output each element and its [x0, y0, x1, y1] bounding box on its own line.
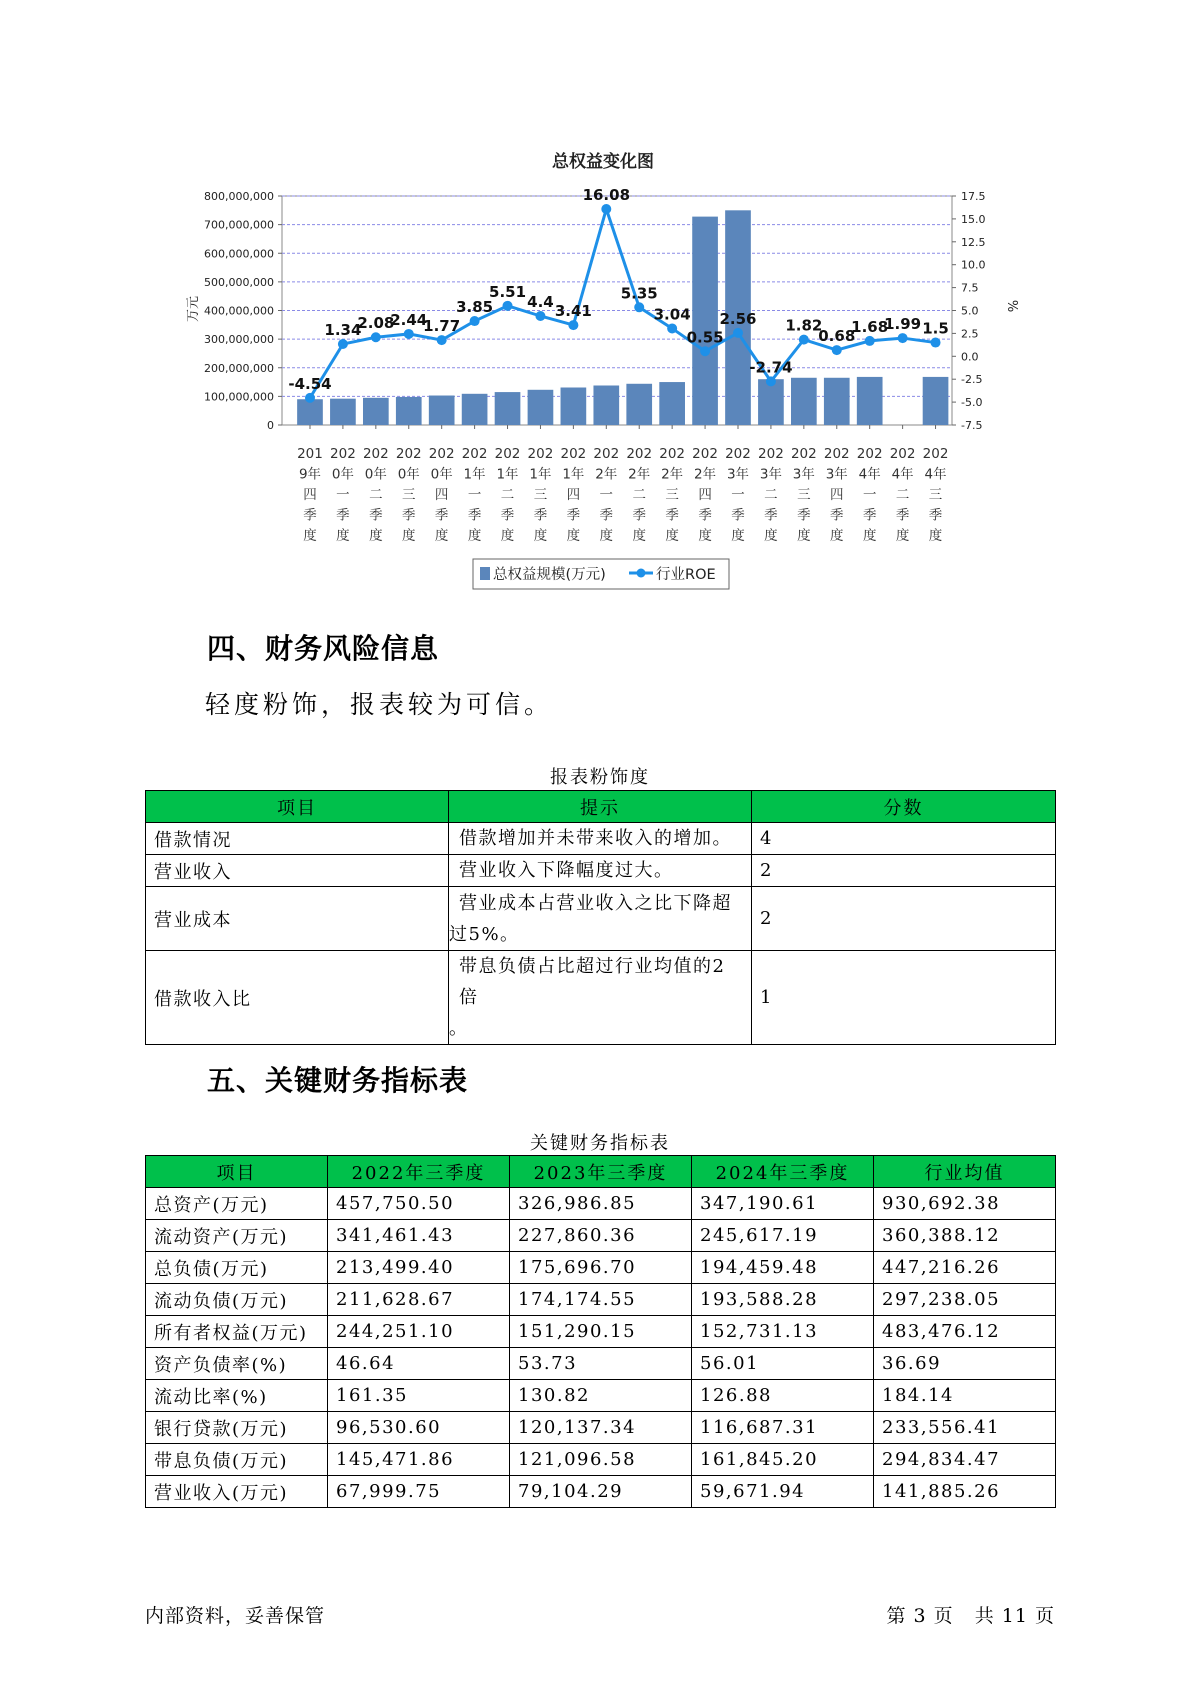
x-tick-label: 0年: [397, 466, 420, 483]
item-cell: 借款情况: [146, 823, 449, 855]
table-row: [146, 1476, 1056, 1508]
x-tick-label: 202: [593, 446, 620, 462]
value-cell: 161,845.20: [692, 1444, 874, 1476]
x-tick-label: 202: [527, 446, 554, 462]
roe-data-label: 2.08: [357, 314, 395, 333]
roe-point: [832, 345, 842, 355]
x-tick-label: 度: [764, 528, 778, 544]
item-cell: 所有者权益(万元): [146, 1316, 328, 1348]
x-tick-label: 度: [698, 528, 712, 544]
x-tick-label: 度: [862, 528, 877, 544]
roe-data-label: 5.51: [489, 282, 527, 301]
x-tick-label: 季: [895, 507, 910, 524]
table-row: [146, 823, 1056, 855]
x-tick-label: 4年: [924, 466, 947, 483]
roe-data-label: 0.68: [818, 327, 856, 346]
x-tick-label: 202: [428, 446, 455, 462]
table-row: [146, 951, 1056, 1045]
x-tick-label: 二: [500, 487, 515, 503]
x-tick-label: 9年: [298, 466, 322, 483]
bar: [659, 382, 685, 425]
column-header: 分数: [752, 791, 1056, 823]
y2-tick-label: 0.0: [961, 350, 979, 364]
table-row: [146, 855, 1056, 887]
x-tick-label: 季: [797, 507, 811, 524]
y2-tick-label: -2.5: [961, 373, 983, 387]
bar: [495, 392, 521, 425]
value-cell: 53.73: [510, 1348, 692, 1380]
y2-tick-label: 17.5: [961, 190, 986, 203]
bar: [462, 394, 488, 425]
value-cell: 326,986.85: [510, 1188, 692, 1220]
risk-table-caption: 报表粉饰度: [550, 767, 650, 788]
x-tick-label: 2年: [628, 466, 651, 483]
x-tick-label: 季: [500, 507, 515, 524]
score-cell: 2: [752, 855, 1056, 887]
x-tick-label: 度: [599, 528, 614, 544]
x-tick-label: 度: [303, 528, 317, 544]
x-tick-label: 202: [461, 446, 488, 462]
y-tick-label: 600,000,000: [204, 247, 274, 261]
x-tick-label: 度: [533, 528, 548, 544]
x-tick-label: 202: [395, 446, 422, 462]
roe-point: [437, 335, 447, 345]
x-tick-label: 202: [889, 446, 916, 462]
x-tick-label: 三: [797, 487, 811, 503]
item-cell: 流动比率(%): [146, 1380, 328, 1412]
y2-tick-label: 10.0: [961, 258, 986, 272]
x-tick-label: 3年: [759, 466, 782, 483]
x-tick-label: 四: [434, 487, 449, 503]
tip-cell: 营业成本占营业收入之比下降超 过5%。: [449, 887, 752, 951]
tip-cell: 带息负债占比超过行业均值的2倍 。: [449, 951, 752, 1045]
legend-bar-label: 总权益规模(万元): [493, 567, 606, 583]
table-row: [146, 1220, 1056, 1252]
y2-tick-label: 15.0: [961, 212, 986, 226]
x-tick-label: 季: [764, 507, 778, 524]
bar: [593, 385, 619, 425]
roe-point: [305, 393, 315, 403]
x-tick-label: 201: [297, 446, 323, 462]
y2-tick-label: 2.5: [961, 327, 979, 341]
roe-data-label: 1.82: [785, 316, 823, 335]
column-header: 2023年三季度: [510, 1156, 692, 1188]
x-tick-label: 202: [659, 446, 686, 462]
x-tick-label: 202: [856, 446, 883, 462]
kpi-table: [145, 1155, 1056, 1508]
y2-tick-label: -5.0: [961, 396, 983, 410]
value-cell: 56.01: [692, 1348, 874, 1380]
value-cell: 96,530.60: [328, 1412, 510, 1444]
value-cell: 174,174.55: [510, 1284, 692, 1316]
roe-point: [503, 301, 513, 311]
roe-point: [601, 204, 611, 214]
x-tick-label: 三: [533, 487, 548, 503]
value-cell: 59,671.94: [692, 1476, 874, 1508]
kpi-table-caption: 关键财务指标表: [530, 1133, 670, 1154]
x-tick-label: 202: [494, 446, 521, 462]
roe-data-label: 1.5: [922, 319, 949, 338]
item-cell: 借款收入比: [146, 951, 449, 1045]
y-axis-label: 万元: [186, 295, 201, 323]
score-cell: 4: [752, 823, 1056, 855]
value-cell: 227,860.36: [510, 1220, 692, 1252]
item-cell: 总资产(万元): [146, 1188, 328, 1220]
x-tick-label: 季: [434, 507, 449, 524]
x-tick-label: 度: [632, 528, 646, 544]
x-tick-label: 季: [303, 507, 317, 524]
roe-data-label: 1.68: [851, 317, 889, 336]
roe-point: [634, 302, 644, 312]
roe-data-label: 1.99: [884, 315, 922, 334]
bar: [791, 378, 817, 425]
bar: [297, 399, 323, 425]
x-tick-label: 一: [599, 487, 614, 503]
value-cell: 360,388.12: [874, 1220, 1056, 1252]
value-cell: 151,290.15: [510, 1316, 692, 1348]
x-tick-label: 季: [566, 507, 581, 524]
y2-axis-label: %: [1004, 299, 1019, 313]
value-cell: 193,588.28: [692, 1284, 874, 1316]
roe-data-label: 3.85: [456, 298, 494, 317]
y2-tick-label: 7.5: [961, 281, 979, 295]
x-tick-label: 季: [402, 507, 416, 524]
item-cell: 营业收入: [146, 855, 449, 887]
roe-point: [568, 320, 578, 330]
roe-point: [667, 323, 677, 333]
roe-point: [733, 328, 743, 338]
value-cell: 244,251.10: [328, 1316, 510, 1348]
value-cell: 175,696.70: [510, 1252, 692, 1284]
value-cell: 67,999.75: [328, 1476, 510, 1508]
x-tick-label: 0年: [331, 466, 354, 483]
x-tick-label: 一: [336, 487, 350, 503]
x-tick-label: 3年: [792, 466, 815, 483]
x-tick-label: 202: [330, 446, 356, 462]
roe-data-label: 16.08: [582, 186, 631, 205]
x-tick-label: 2年: [661, 466, 684, 483]
item-cell: 流动负债(万元): [146, 1284, 328, 1316]
x-tick-label: 202: [725, 446, 751, 462]
x-tick-label: 度: [402, 528, 416, 544]
x-tick-label: 二: [764, 487, 778, 503]
value-cell: 161.35: [328, 1380, 510, 1412]
x-tick-label: 202: [362, 446, 389, 462]
x-tick-label: 季: [731, 507, 745, 524]
table-row: [146, 1284, 1056, 1316]
x-tick-label: 一: [862, 487, 877, 503]
bar: [363, 398, 389, 425]
column-header: 提示: [449, 791, 752, 823]
x-tick-label: 季: [862, 507, 877, 524]
x-tick-label: 季: [665, 507, 679, 524]
x-tick-label: 202: [758, 446, 784, 462]
roe-point: [470, 316, 480, 326]
x-tick-label: 度: [928, 528, 943, 544]
item-cell: 带息负债(万元): [146, 1444, 328, 1476]
x-tick-label: 202: [922, 446, 949, 462]
value-cell: 126.88: [692, 1380, 874, 1412]
y-tick-label: 700,000,000: [204, 218, 274, 232]
value-cell: 457,750.50: [328, 1188, 510, 1220]
value-cell: 294,834.47: [874, 1444, 1056, 1476]
value-cell: 213,499.40: [328, 1252, 510, 1284]
x-tick-label: 度: [731, 528, 745, 544]
table-row: [146, 887, 1056, 951]
x-tick-label: 四: [303, 487, 317, 503]
y2-tick-label: -7.5: [961, 419, 983, 432]
x-tick-label: 1年: [562, 466, 585, 483]
x-tick-label: 度: [336, 528, 350, 544]
y-tick-label: 100,000,000: [204, 390, 274, 404]
x-tick-label: 度: [797, 528, 811, 544]
value-cell: 116,687.31: [692, 1412, 874, 1444]
roe-data-label: 0.55: [686, 328, 724, 347]
x-tick-label: 202: [560, 446, 587, 462]
risk-table: [145, 790, 1056, 1045]
roe-data-label: -2.74: [749, 358, 793, 377]
x-tick-label: 二: [369, 487, 383, 503]
x-tick-label: 202: [823, 446, 850, 462]
value-cell: 121,096.58: [510, 1444, 692, 1476]
x-tick-label: 3年: [825, 466, 848, 483]
section4-heading: 四、财务风险信息: [207, 632, 440, 665]
roe-data-label: 1.34: [324, 321, 362, 340]
bar: [692, 217, 718, 425]
x-tick-label: 二: [895, 487, 910, 503]
risk-summary: 轻度粉饰，报表较为可信。: [205, 690, 554, 719]
y-tick-label: 300,000,000: [204, 333, 274, 347]
y-tick-label: 0: [267, 419, 274, 432]
value-cell: 233,556.41: [874, 1412, 1056, 1444]
value-cell: 341,461.43: [328, 1220, 510, 1252]
item-cell: 流动资产(万元): [146, 1220, 328, 1252]
value-cell: 930,692.38: [874, 1188, 1056, 1220]
value-cell: 130.82: [510, 1380, 692, 1412]
x-tick-label: 度: [895, 528, 910, 544]
page-number: 第 3 页 共 11 页: [886, 1605, 1055, 1627]
x-tick-label: 度: [434, 528, 449, 544]
x-tick-label: 一: [731, 487, 745, 503]
x-tick-label: 季: [928, 507, 943, 524]
y-tick-label: 800,000,000: [204, 190, 274, 203]
y2-tick-label: 5.0: [961, 304, 979, 318]
x-tick-label: 202: [692, 446, 718, 462]
value-cell: 347,190.61: [692, 1188, 874, 1220]
roe-point: [371, 332, 381, 342]
footer-note: 内部资料，妥善保管: [145, 1605, 326, 1627]
roe-data-label: 3.04: [653, 305, 691, 324]
table-row: [146, 1380, 1056, 1412]
table-header-row: [146, 1156, 1056, 1188]
x-tick-label: 一: [467, 487, 482, 503]
x-tick-label: 度: [369, 528, 383, 544]
x-tick-label: 度: [830, 528, 844, 544]
value-cell: 152,731.13: [692, 1316, 874, 1348]
x-tick-label: 2年: [694, 466, 717, 483]
roe-point: [766, 376, 776, 386]
table-row: [146, 1188, 1056, 1220]
tip-cell: 借款增加并未带来收入的增加。: [449, 823, 752, 855]
column-header: 行业均值: [874, 1156, 1056, 1188]
x-tick-label: 季: [533, 507, 548, 524]
x-tick-label: 1年: [496, 466, 519, 483]
value-cell: 46.64: [328, 1348, 510, 1380]
value-cell: 447,216.26: [874, 1252, 1056, 1284]
x-tick-label: 2年: [595, 466, 618, 483]
roe-point: [898, 333, 908, 343]
score-cell: 1: [752, 951, 1056, 1045]
roe-data-label: 5.35: [620, 284, 658, 303]
column-header: 2022年三季度: [328, 1156, 510, 1188]
tip-cell: 营业收入下降幅度过大。: [449, 855, 752, 887]
legend-bar-swatch: [480, 567, 490, 580]
x-tick-label: 1年: [529, 466, 552, 483]
bar: [528, 390, 554, 425]
x-tick-label: 4年: [891, 466, 914, 483]
roe-data-label: 4.4: [527, 292, 554, 311]
x-tick-label: 3年: [726, 466, 750, 483]
x-tick-label: 季: [698, 507, 712, 524]
x-tick-label: 三: [402, 487, 416, 503]
table-row: [146, 1316, 1056, 1348]
x-tick-label: 度: [566, 528, 581, 544]
roe-point: [338, 339, 348, 349]
bar: [396, 397, 422, 425]
value-cell: 297,238.05: [874, 1284, 1056, 1316]
x-tick-label: 1年: [463, 466, 486, 483]
column-header: 项目: [146, 1156, 328, 1188]
x-tick-label: 三: [665, 487, 679, 503]
y-tick-label: 400,000,000: [204, 304, 274, 318]
roe-data-label: 2.56: [719, 309, 757, 328]
x-tick-label: 季: [467, 507, 482, 524]
y-tick-label: 500,000,000: [204, 275, 274, 289]
x-tick-label: 4年: [858, 466, 881, 483]
equity-change-chart: [0, 0, 1191, 600]
x-tick-label: 四: [698, 487, 712, 503]
bar: [824, 378, 850, 425]
value-cell: 79,104.29: [510, 1476, 692, 1508]
roe-point: [865, 336, 875, 346]
value-cell: 36.69: [874, 1348, 1056, 1380]
column-header: 2024年三季度: [692, 1156, 874, 1188]
legend-line-marker: [637, 569, 646, 578]
table-header-row: [146, 791, 1056, 823]
item-cell: 总负债(万元): [146, 1252, 328, 1284]
roe-data-label: -4.54: [288, 374, 332, 393]
x-tick-label: 四: [566, 487, 581, 503]
item-cell: 营业成本: [146, 887, 449, 951]
bar: [429, 396, 455, 425]
value-cell: 245,617.19: [692, 1220, 874, 1252]
x-tick-label: 202: [790, 446, 817, 462]
bar: [330, 399, 356, 425]
value-cell: 120,137.34: [510, 1412, 692, 1444]
x-tick-label: 季: [369, 507, 383, 524]
section5-heading: 五、关键财务指标表: [207, 1064, 469, 1097]
value-cell: 483,476.12: [874, 1316, 1056, 1348]
table-row: [146, 1252, 1056, 1284]
value-cell: 145,471.86: [328, 1444, 510, 1476]
legend-line-label: 行业ROE: [656, 567, 716, 583]
x-tick-label: 度: [665, 528, 679, 544]
value-cell: 211,628.67: [328, 1284, 510, 1316]
x-tick-label: 二: [632, 487, 646, 503]
bar: [626, 384, 652, 425]
roe-point: [799, 335, 809, 345]
x-tick-label: 四: [830, 487, 844, 503]
x-tick-label: 202: [626, 446, 653, 462]
roe-data-label: 1.77: [423, 317, 461, 336]
x-tick-label: 季: [632, 507, 646, 524]
value-cell: 194,459.48: [692, 1252, 874, 1284]
table-row: [146, 1444, 1056, 1476]
table-row: [146, 1412, 1056, 1444]
y-tick-label: 200,000,000: [204, 361, 274, 375]
bar: [561, 388, 587, 425]
score-cell: 2: [752, 887, 1056, 951]
x-tick-label: 季: [830, 507, 844, 524]
x-tick-label: 0年: [364, 466, 387, 483]
x-tick-label: 度: [467, 528, 482, 544]
y2-tick-label: 12.5: [961, 235, 986, 249]
table-row: [146, 1348, 1056, 1380]
item-cell: 银行贷款(万元): [146, 1412, 328, 1444]
value-cell: 184.14: [874, 1380, 1056, 1412]
roe-data-label: 2.44: [390, 310, 428, 329]
roe-point: [404, 329, 414, 339]
x-tick-label: 度: [500, 528, 515, 544]
value-cell: 141,885.26: [874, 1476, 1056, 1508]
chart-title: 总权益变化图: [552, 152, 654, 172]
item-cell: 营业收入(万元): [146, 1476, 328, 1508]
roe-point: [931, 338, 941, 348]
roe-point: [535, 311, 545, 321]
item-cell: 资产负债率(%): [146, 1348, 328, 1380]
x-tick-label: 季: [336, 507, 350, 524]
bar: [923, 377, 949, 425]
roe-point: [700, 346, 710, 356]
column-header: 项目: [146, 791, 449, 823]
bar: [857, 377, 883, 425]
x-tick-label: 三: [928, 487, 943, 503]
x-tick-label: 0年: [430, 466, 453, 483]
x-tick-label: 季: [599, 507, 614, 524]
roe-data-label: 3.41: [554, 302, 592, 321]
